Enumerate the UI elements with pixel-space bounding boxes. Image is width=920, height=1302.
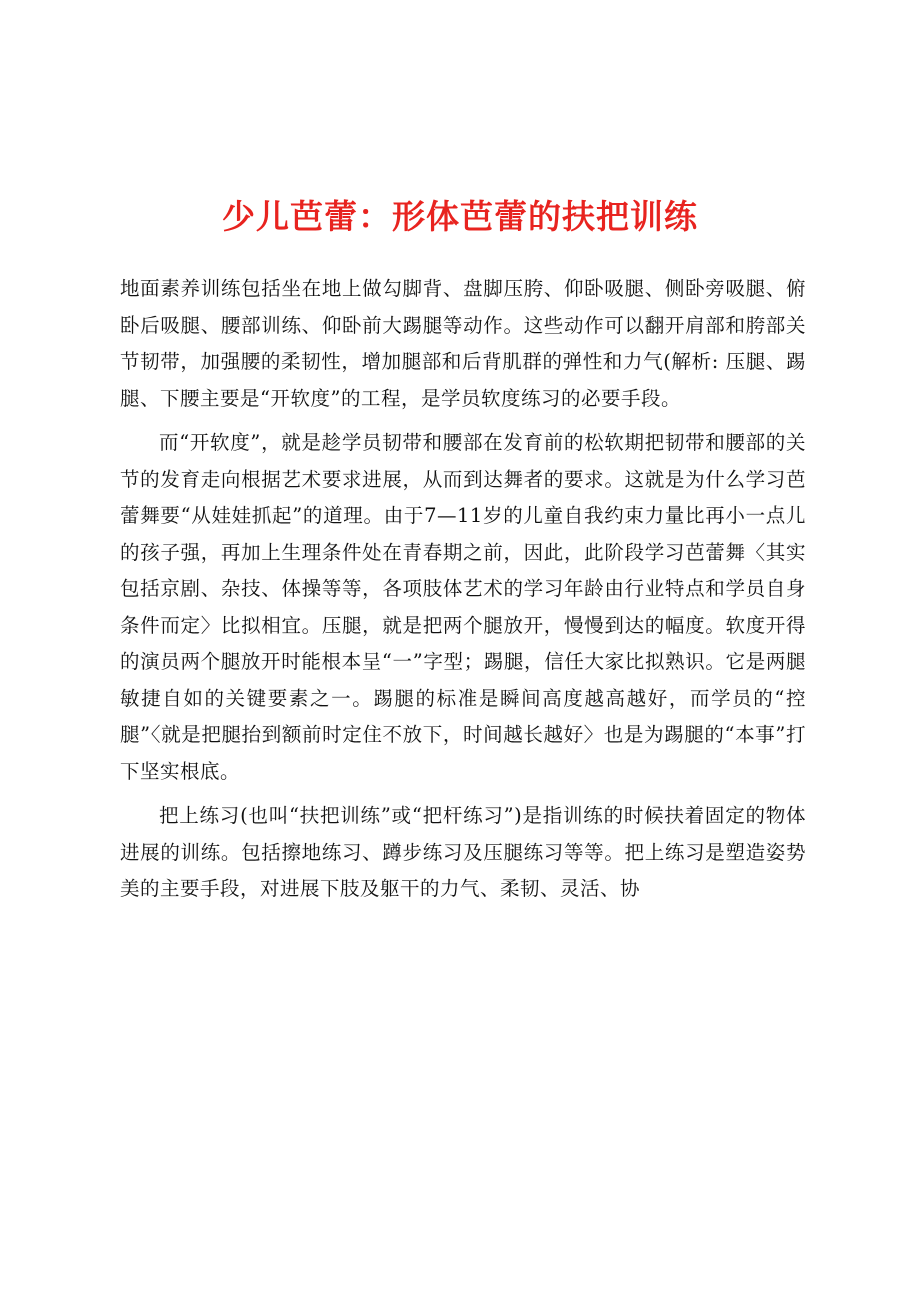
paragraph-1: 地面素养训练包括坐在地上做勾脚背、盘脚压胯、仰卧吸腿、侧卧旁吸腿、俯卧后吸腿、腰部训练、仰卧前大踢腿等动作。这些动作可以翻开肩部和胯部关节韧带，加强腰的柔韧性，增加腿部和后背肌群的弹性和力气(解析: 压腿、踢腿、下腰主要是“开软度”的工程，是学员软度练习的必要手段。 <box>120 277 806 410</box>
document-title: 少儿芭蕾：形体芭蕾的扶把训练 <box>222 197 698 236</box>
document-body <box>120 271 806 908</box>
paragraph-2: 而“开软度”，就是趁学员韧带和腰部在发育前的松软期把韧带和腰部的关节的发育走向根据艺术要求进展，从而到达舞者的要求。这就是为什么学习芭蕾舞要“从娃娃抓起”的道理。由于7—11岁的儿童自我约束力量比再小一点儿的孩子强，再加上生理条件处在青春期之前，因此，此阶段学习芭蕾舞〈其实包括京剧、杂技、体操等等，各项肢体艺术的学习年龄由行业特点和学员自身条件而定〉比拟相宜。压腿，就是把两个腿放开，慢慢到达的幅度。软度开得的演员两个腿放开时能根本呈“一”字型；踢腿，信任大家比拟熟识。它是两腿敏捷自如的关键要素之一。踢腿的标准是瞬间高度越高越好，而学员的“控腿”〈就是把腿抬到额前时定住不放下，时间越长越好〉也是为踢腿的“本事”打下坚实根底。 <box>120 431 806 783</box>
paragraph-3: 把上练习(也叫“扶把训练”或“把杆练习”)是指训练的时候扶着固定的物体进展的训练。包括擦地练习、蹲步练习及压腿练习等等。把上练习是塑造姿势美的主要手段，对进展下肢及躯干的力气、柔韧、灵活、协 <box>120 804 806 900</box>
